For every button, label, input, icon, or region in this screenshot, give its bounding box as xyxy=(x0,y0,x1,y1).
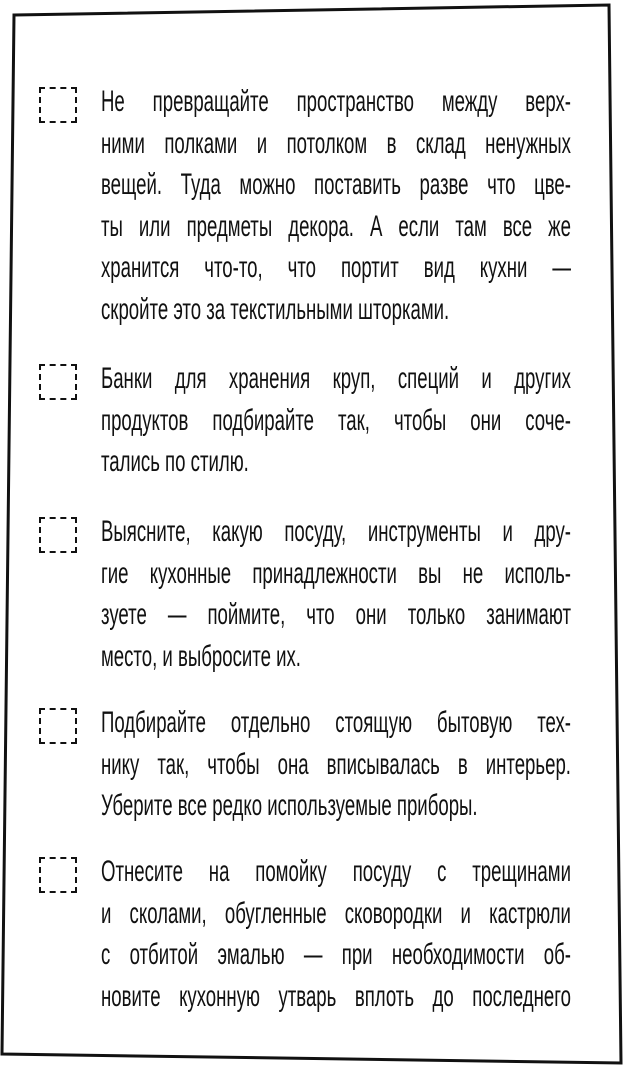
text-line: место, и выбросите их. xyxy=(101,639,301,673)
text-line: Подбирайте отдельно стоящую бытовую тех- xyxy=(101,706,571,739)
checkbox[interactable] xyxy=(39,857,77,893)
item-text xyxy=(101,358,571,483)
text-line: хранится что-то, что портит вид кухни — xyxy=(101,251,571,284)
text-line: тались по стилю. xyxy=(101,445,249,478)
text-line: Не превращайте пространство между верх- xyxy=(101,85,571,118)
text-line: скройте это за текстильными шторками. xyxy=(101,292,450,326)
text-line: ты или предметы декора. А если там все же xyxy=(101,209,571,243)
text-line: Отнесите на помойку посуду с трещинами xyxy=(101,855,571,888)
text-line: Уберите все редко используемые приборы. xyxy=(101,789,478,822)
checkbox[interactable] xyxy=(39,708,77,744)
text-line: гие кухонные принадлежности вы не исполь- xyxy=(101,556,571,590)
item-text xyxy=(101,81,571,330)
text-line: ними полками и потолком в склад ненужных xyxy=(101,126,571,160)
text-line: и сколами, обугленные сковородки и кастрюли xyxy=(101,896,571,930)
item-text xyxy=(101,511,571,677)
item-text xyxy=(101,702,571,827)
text-line: Выясните, какую посуду, инструменты и дру- xyxy=(101,515,571,548)
checkbox[interactable] xyxy=(39,517,77,553)
text-line: нику так, чтобы она вписывалась в интерьер. xyxy=(101,747,571,781)
checkbox[interactable] xyxy=(39,87,77,123)
text-line: Банки для хранения круп, специй и других xyxy=(101,362,571,395)
item-text xyxy=(101,851,571,1017)
text-line: новите кухонную утварь вплоть до последнего xyxy=(101,979,571,1013)
text-line: с отбитой эмалью — при необходимости об- xyxy=(101,938,571,971)
text-line: вещей. Туда можно поставить разве что цве- xyxy=(101,168,571,201)
checkbox[interactable] xyxy=(39,364,77,400)
text-line: продуктов подбирайте так, чтобы они соче- xyxy=(101,403,571,437)
text-line: зуете — поймите, что они только занимают xyxy=(101,598,571,631)
